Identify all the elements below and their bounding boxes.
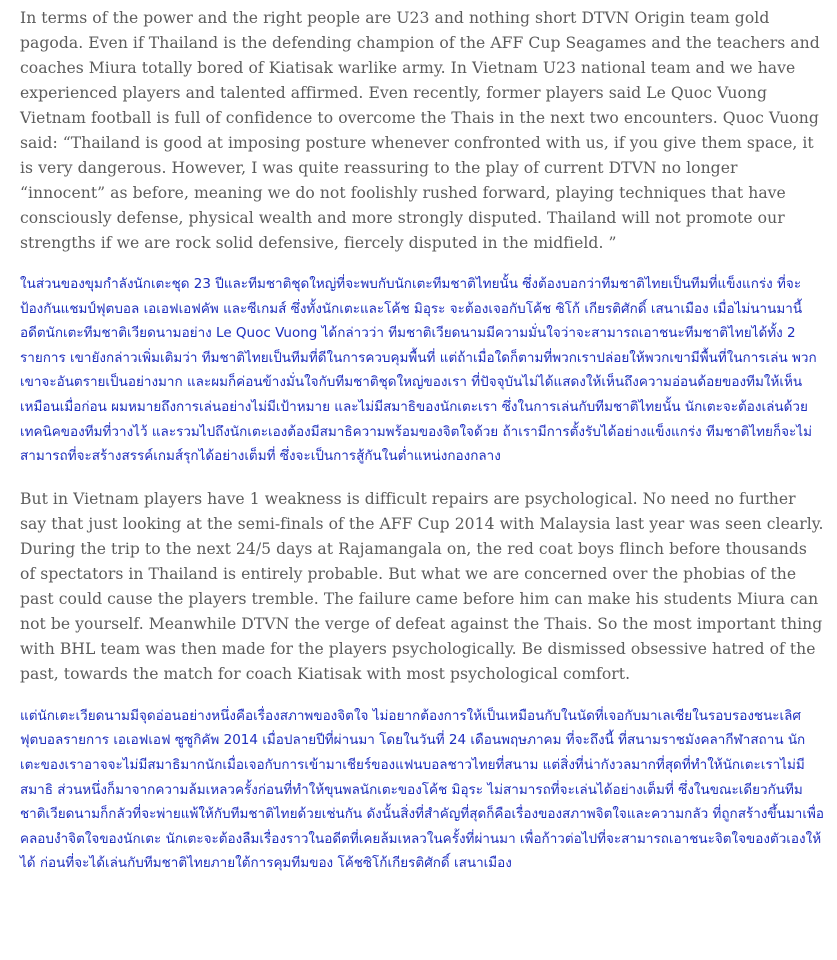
paragraph-english-2: But in Vietnam players have 1 weakness is difficult repairs are psychological. No need no further say that just looking at the semi-finals of the AFF Cup 2014 with Malaysia last year was seen clearly. During the trip to the next 24/5 days at Rajamangala on, the red coat boys flinch before thousands of spectators in Thailand is entirely probable. But what we are concerned over the phobias of the past could cause the players tremble. The failure came before him can make his students Miura can not be yourself. Meanwhile DTVN the verge of defeat against the Thais. So the most important thing with BHL team was then made for the players psychologically. Be dismissed obsessive hatred of the past, towards the match for coach Kiatisak with most psychological comfort. xyxy=(20,489,824,683)
paragraph-thai-1: ในส่วนของขุมกำลังนักเตะชุด 23 ปีและทีมชาติชุดใหญ่ที่จะพบกับนักเตะทีมชาติไทยนั้น ซึ่งต้องบอกว่าทีมชาติไทยเป็นทีมที่แข็งแกร่ง ที่จะป้องกันแชมป์ฟุตบอล เอเอฟเอฟคัพ และซีเกมส์ ซึ่งทั้งนักเตะและโค้ช มิอุระ จะต้องเจอกับโค้ช ซิโก้ เกียรติศักดิ์ เสนาเมือง เมื่อไม่นานมานี้ อดีตนักเตะทีมชาติเวียดนามอย่าง Le Quoc Vuong ได้กล่าวว่า ทีมชาติเวียดนามมีความมั่นใจว่าจะสามารถเอาชนะทีมชาติไทยได้ทั้ง 2 รายการ เขายังกล่าวเพิ่มเติมว่า ทีมชาติไทยเป็นทีมที่ดีในการควบคุมพื้นที่ แต่ถ้าเมื่อใดก็ตามที่พวกเราปล่อยให้พวกเขามีพื้นที่ในการเล่น พวกเขาจะอันตรายเป็นอย่างมาก และผมก็ค่อนข้างมั่นใจกับทีมชาติชุดใหญ่ของเรา ที่ปัจจุบันไม่ได้แสดงให้เห็นถึงความอ่อนด้อยของทีมให้เห็นเหมือนเมื่อก่อน ผมหมายถึงการเล่นอย่างไม่มีเป้าหมาย และไม่มีสมาธิของนักเตะเรา ซึ่งในการเล่นกับทีมชาติไทยนั้น นักเตะจะต้องเล่นด้วยเทคนิคของทีมที่วางไว้ และรวมไปถึงนักเตะเองต้องมีสมาธิความพร้อมของจิตใจด้วย ถ้าเรามีการตั้งรับได้อย่างแข็งแกร่ง ทีมชาติไทยก็จะไม่สามารถที่จะสร้างสรรค์เกมส์รุกได้อย่างเต็มที่ ซึ่งจะเป็นการสู้กันในต่ำแหน่งกองกลาง xyxy=(20,276,817,465)
article-body xyxy=(20,6,824,876)
paragraph-thai-2: แต่นักเตะเวียดนามมีจุดอ่อนอย่างหนึ่งคือเรื่องสภาพของจิตใจ ไม่อยากต้องการให้เป็นเหมือนกับในนัดที่เจอกับมาเลเซียในรอบรองชนะเลิศ ฟุตบอลรายการ เอเอฟเอฟ ซูซูกิคัพ 2014 เมื่อปลายปีที่ผ่านมา โดยในวันที่ 24 เดือนพฤษภาคม ที่จะถึงนี้ ที่สนามราชมังคลากีฬาสถาน นักเตะของเราอาจจะไม่มีสมาธิมากนักเมื่อเจอกับการเข้ามาเชียร์ของแฟนบอลชาวไทยที่สนาม แต่สิ่งที่น่ากังวลมากที่สุดที่ทำให้นักเตะเราไม่มีสมาธิ ส่วนหนึ่งก็มาจากความล้มเหลวครั้งก่อนที่ทำให้ขุนพลนักเตะของโค้ช มิอุระ ไม่สามารถที่จะเล่นได้อย่างเต็มที่ ซึ่งในขณะเดียวกันทีมชาติเวียดนามก็กลัวที่จะพ่ายแพ้ให้กับทีมชาติไทยด้วยเช่นกัน ดังนั้นสิ่งที่สำคัญที่สุดก็คือเรื่องของสภาพจิตใจและความกลัว ที่ถูกสร้างขึ้นมาเพื่อคลอบงำจิตใจของนักเตะ นักเตะจะต้องลืมเรื่องราวในอดีตที่เคยล้มเหลวในครั้งที่ผ่านมา เพื่อก้าวต่อไปที่จะสามารถเอาชนะจิตใจของตัวเองให้ได้ ก่อนที่จะได้เล่นกับทีมชาติไทยภายใต้การคุมทีมของ โค้ชซิโก้เกียรติศักดิ์ เสนาเมือง xyxy=(20,707,824,872)
paragraph-english-1: In terms of the power and the right people are U23 and nothing short DTVN Origin team gold pagoda. Even if Thailand is the defending champion of the AFF Cup Seagames and the teachers and coaches Miura totally bored of Kiatisak warlike army. In Vietnam U23 national team and we have experienced players and talented affirmed. Even recently, former players said Le Quoc Vuong Vietnam football is full of confidence to overcome the Thais in the next two encounters. Quoc Vuong said: “Thailand is good at imposing posture whenever confronted with us, if you give them space, it is very dangerous. However, I was quite reassuring to the play of current DTVN no longer “innocent” as before, meaning we do not foolishly rushed forward, playing techniques that have consciously defense, physical wealth and more strongly disputed. Thailand will not promote our strengths if we are rock solid defensive, fiercely disputed in the midfield. ” xyxy=(20,9,820,252)
